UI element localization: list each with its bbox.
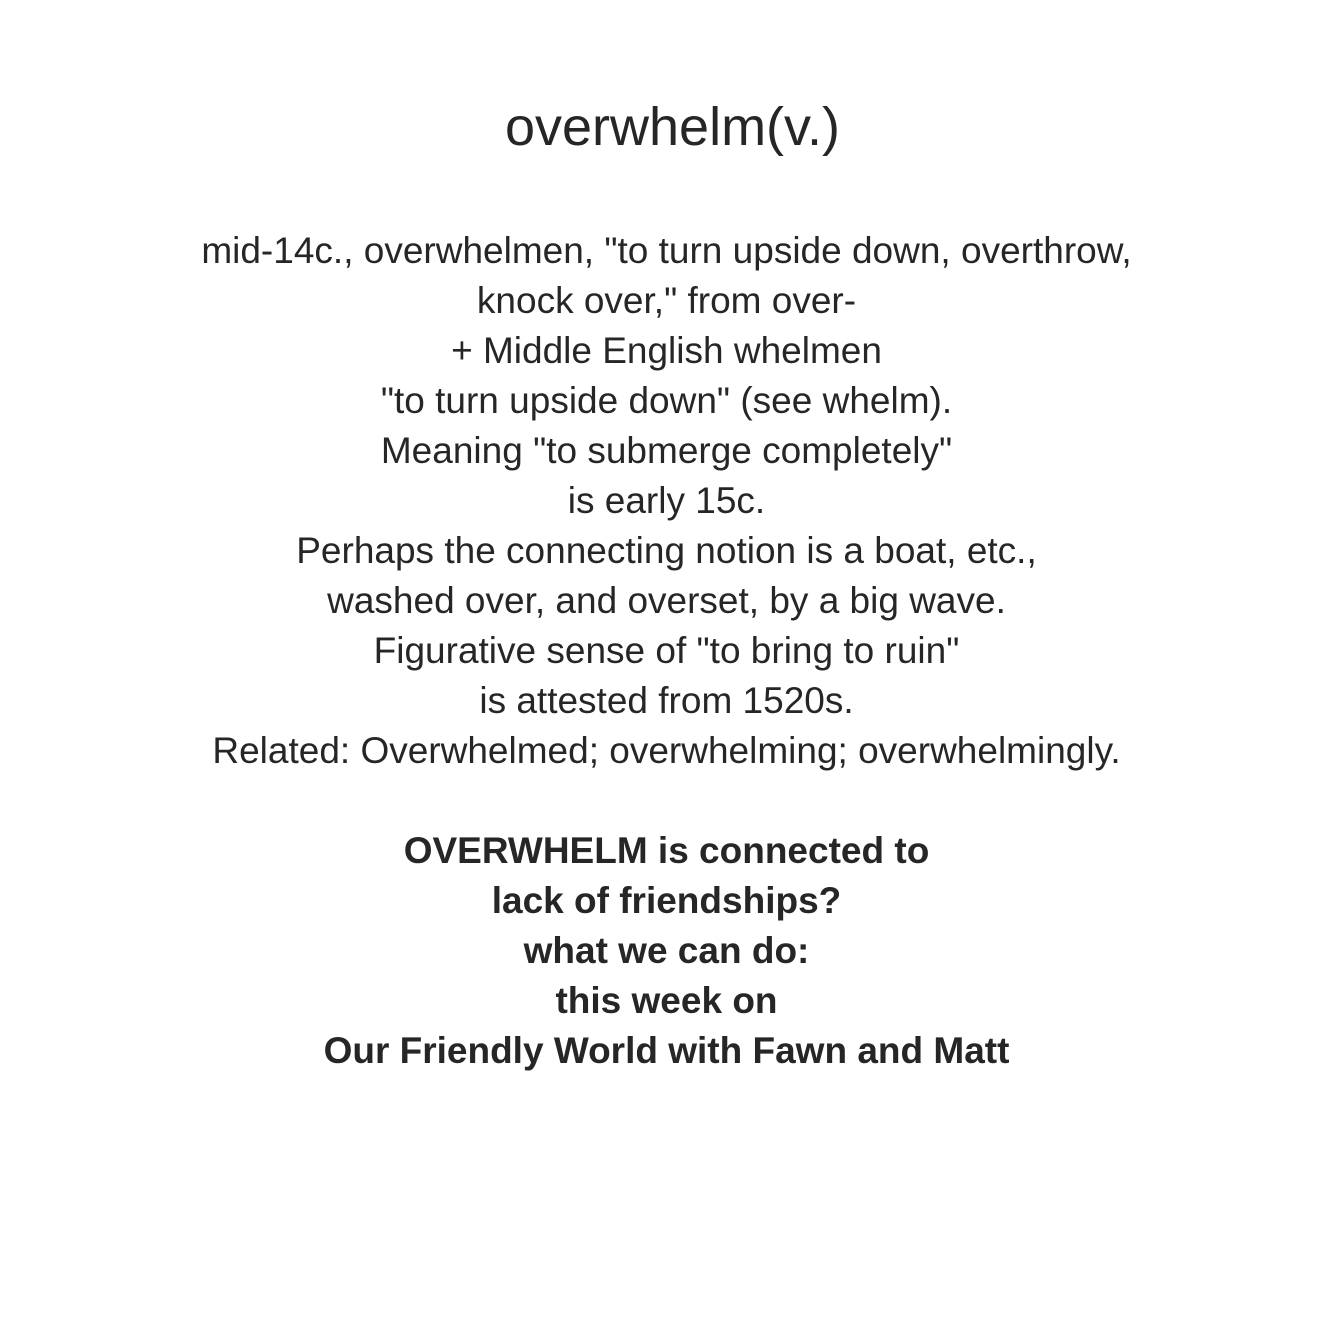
definition-line: Meaning "to submerge completely" — [380, 430, 953, 471]
definition-line: is attested from 1520s. — [479, 680, 854, 721]
promo-line: OVERWHELM is connected to — [403, 830, 930, 871]
definition-line: + Middle English whelmen — [451, 330, 882, 371]
definition-line: washed over, and overset, by a big wave. — [327, 580, 1006, 621]
definition-line: Related: Overwhelmed; overwhelming; overwhelmingly. — [212, 730, 1121, 771]
definition-line: mid-14c., overwhelmen, "to turn upside down, overthrow, — [201, 230, 1132, 271]
definition-line: knock over," from over- — [476, 280, 857, 321]
definition-line: "to turn upside down" (see whelm). — [380, 380, 953, 421]
definition-line: Figurative sense of "to bring to ruin" — [373, 630, 960, 671]
definition-line: Perhaps the connecting notion is a boat, etc., — [296, 530, 1037, 571]
promo-line: Our Friendly World with Fawn and Matt — [323, 1030, 1010, 1071]
promo-line: what we can do: — [523, 930, 810, 971]
promo-line: lack of friendships? — [491, 880, 842, 921]
promo-message — [0, 826, 1333, 1076]
page-title: overwhelm(v.) — [504, 97, 841, 157]
definition-line: is early 15c. — [567, 480, 766, 521]
etymology-definition — [0, 226, 1333, 776]
promo-line: this week on — [555, 980, 778, 1021]
